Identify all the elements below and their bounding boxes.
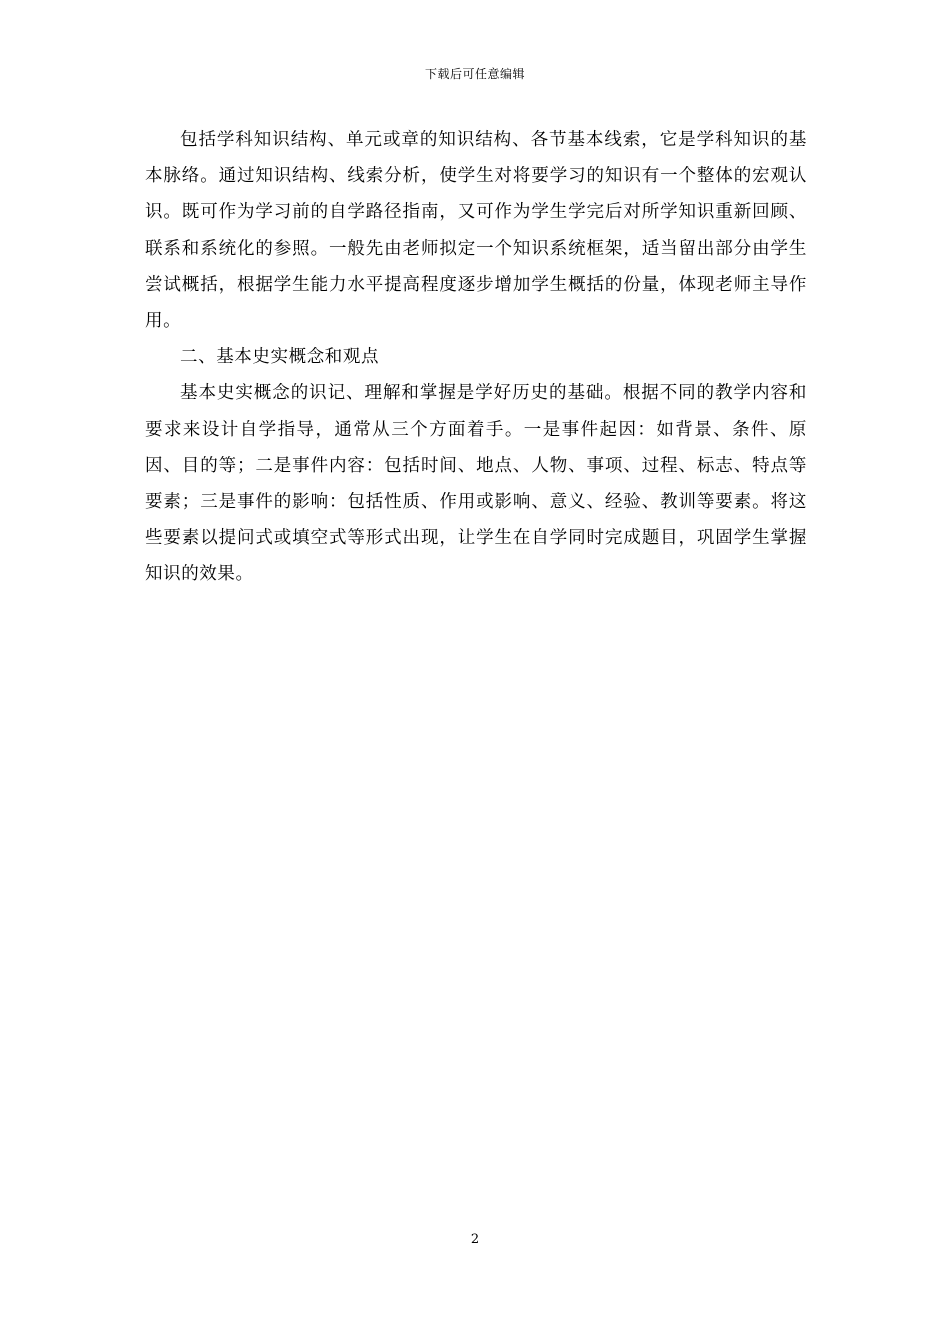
page-header: 下载后可任意编辑 (424, 67, 525, 81)
paragraph-knowledge-structure: 包括学科知识结构、单元或章的知识结构、各节基本线索，它是学科知识的基本脉络。通过知识结构、线索分析，使学生对将要学习的知识有一个整体的宏观认识。既可作为学习前的自学路径指南，又可作为学生学完后对所学知识重新回顾、联系和系统化的参照。一般先由老师拟定一个知识系统框架，适当留出部分由学生尝试概括，根据学生能力水平提高程度逐步增加学生概括的份量，体现老师主导作用。 (145, 130, 807, 332)
document-body (145, 122, 807, 593)
section-heading: 二、基本史实概念和观点 (180, 347, 380, 368)
paragraph-historical-facts: 基本史实概念的识记、理解和掌握是学好历史的基础。根据不同的教学内容和要求来设计自学指导，通常从三个方面着手。一是事件起因：如背景、条件、原因、目的等；二是事件内容：包括时间、地点、人物、事项、过程、标志、特点等要素；三是事件的影响：包括性质、作用或影响、意义、经验、教训等要素。将这些要素以提问式或填空式等形式出现，让学生在自学同时完成题目，巩固学生掌握知识的效果。 (145, 383, 807, 585)
page-number: 2 (470, 1232, 480, 1247)
